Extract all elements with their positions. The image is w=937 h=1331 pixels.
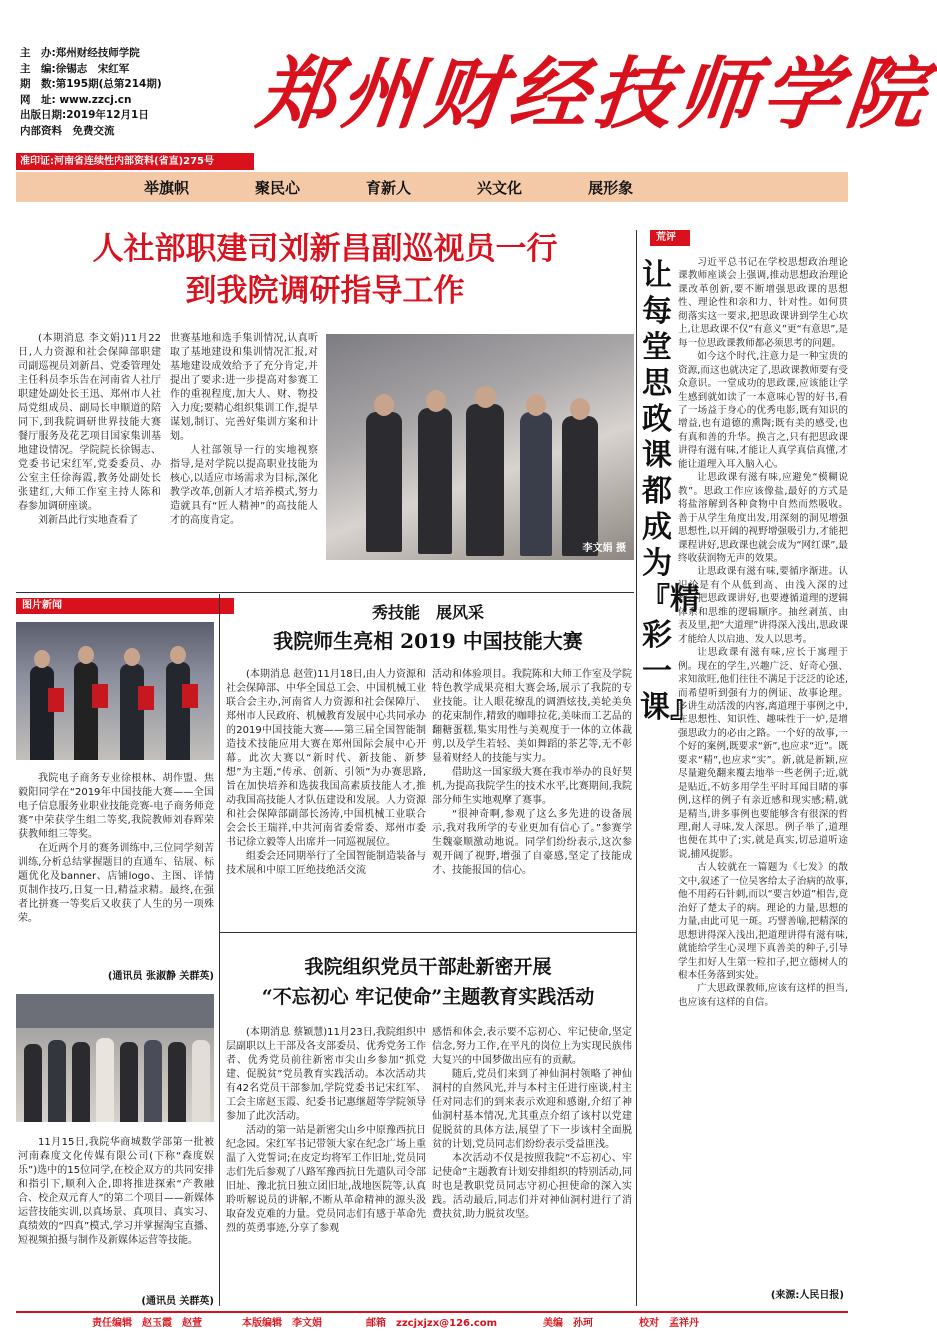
skills-col2-p2: 借助这一国家级大赛在我市举办的良好契机,为提高我院学生的技术水平,比赛期间,我院部分师生实地观摩了赛事。 [432,767,632,806]
footer-editor: 责任编辑 赵玉霞 赵萱 [92,1318,202,1329]
skills-col2-p3: “很神奇啊,参观了这么多先进的设备展示,我对我所学的专业更加有信心了。”参赛学生魏豪顺激动地说。同学们纷纷表示,这次参观开阔了视野,增强了自豪感,坚定了技能成才、技能报国的信心。 [432,809,632,876]
party-headline [226,952,630,1012]
footer-email: 邮箱 zzcjxjzx@126.com [366,1318,498,1329]
lead-headline-line1: 人社部职建司刘新昌副巡视员一行 [92,231,558,267]
party-headline-line2: “不忘初心 牢记使命”主题教育实践活动 [261,986,595,1008]
party-col2-p1: 感悟和体会,表示要不忘初心、牢记使命,坚定信念,努力工作,在平凡的岗位上为实现民族伟大复兴的中国梦做出应有的贡献。 [432,1027,632,1066]
permit-bar: 准印证:河南省连续性内部资料(省直)275号 [16,153,254,170]
skills-headline: 我院师生亮相 2019 中国技能大赛 [273,629,583,653]
lead-col1 [18,332,161,590]
newspaper-title: 郑州财经技师学院 [253,49,935,140]
lead-photo-credit: 李文娟 摄 [582,543,626,554]
masthead-info [20,46,255,139]
photo-news-credit-1: (通讯员 张淑静 关群英) [107,971,214,982]
photo-news-divider [219,594,220,1306]
footer-art-editor: 美编 孙珂 [543,1318,594,1329]
nav-item-culture: 兴文化 [477,178,523,197]
photo-news-credit-2: (通讯员 关群英) [141,1296,214,1307]
commentary-p2: 如今这个时代,注意力是一种宝贵的资源,而这也就决定了,思政课教师要有受众意识。一堂成功的思政课,应该能让学生感到就如读了一本意味心智的好书,看了一场益于身心的优秀电影,既有知识的增益,也有道德的熏陶;既有美的感受,也有真和善的升华。换言之,只有把思政课讲得有滋有味,才能让人真学真信真懂,才能让道理入耳入脑入心。 [678,351,848,470]
lead-col2 [170,332,318,590]
lead-photo [326,334,634,560]
photo-news-1-p2: 在近两个月的赛务训练中,三位同学刻苦训练,分析总结掌握题目的直通车、钻展、标题优化及banner、店铺logo、主图、详情页制作技巧,日复一日,精益求精。最终,在强者比拼赛一等奖后又收获了人生的另一项殊荣。 [18,843,214,924]
lead-divider [16,592,634,593]
lead-col1-p2: 刘新昌此行实地查看了 [38,515,138,526]
photo-news-image-1 [16,622,214,760]
skills-col2-p1: 活动和体验项目。我院陈和大师工作室及学院特色教学成果亮相大赛会场,展示了我院的专业技能。让人眼花缭乱的调酒炫技,美轮美奂的花束制作,精致的咖啡拉花,美味而工艺品的翻糖蛋糕,集实用性与美观度于一体的立体裁剪,以及学生若轻、美如舞蹈的茶艺等,无不彰显着财经人的技能与实力。 [432,669,632,764]
info-issue: 期 数:第195期(总第214期) [20,78,162,90]
commentary-p5: 让思政课有滋有味,应长于寓理于例。现在的学生,兴趣广泛、好奇心强、求知欲旺,他们往往不满足于泛泛的论述,而希望听到强有力的例证、故事论理。多讲生动活泼的内容,离道理于事例之中,在思想性、知识性、趣味性于一炉,是增强思政力的必由之路。一个好的故事,一个好的案例,既要求“新”,也应求“近”。既要求“精”,也应求“实”。新,就是新颖,应尽量避免翻来覆去地举一些老例子;近,就是贴近,不妨多用学生平时耳闻目睹的事例,这样的例子有亲近感和现实感;精,就是精当,讲多事例也要能够含有很深的哲理,耐人寻味,发人深思。例子举了,道理也便在其中了;实,就是真实,切忌道听途说,捕风捉影。 [678,647,848,860]
photo-news-text-2 [18,1136,214,1248]
column-divider [636,230,637,1306]
nav-item-people: 聚民心 [255,178,301,197]
commentary-body [678,256,848,1009]
skills-col1 [226,668,426,922]
nav-item-education: 育新人 [366,178,412,197]
commentary-p6: 古人较就在一篇题为《七发》的散文中,叙述了一位吴客给太子治病的故事,他不用药石针刺,而以“要言妙道”相告,竟治好了楚太子的病。理论的力量,思想的力量,由此可见一斑。巧譬善喻,把精深的思想讲得深入浅出,把道理讲得有滋有味,就能给学生心灵埋下真善美的种子,引导学生扣好人生第一粒扣子,把立德树人的根本任务落到实处。 [678,862,848,982]
party-col1 [226,1026,426,1308]
commentary-title: 让每堂思政课都成为『精彩一课』 [640,258,700,725]
footer-rule [16,1311,848,1313]
footer-layout-editor: 本版编辑 李文娟 [242,1318,322,1329]
skills-col2 [432,668,632,922]
skills-kicker: 秀技能 展风采 [371,603,484,622]
lead-col2-p1: 世赛基地和选手集训情况,认真听取了基地建设和集训情况汇报,对基地建设成效给予了充分肯定,并提出了要求:进一步提高对参赛工作的重视程度,加大人、财、物投入力度;要精心组织集训工作,提早谋划,制订、完善好集训方案和计划。 [170,333,318,442]
photo-news-1-p1: 我院电子商务专业徐根林、胡作盟、焦毅阳同学在“2019年中国技能大赛——全国电子信息服务业职业技能竞赛-电子商务师竞赛”中荣获学生组二等奖,我院教师刘春辉荣获教师组三等奖。 [18,773,214,840]
photo-news-text-1 [18,772,214,926]
commentary-p7: 广大思政课教师,应该有这样的担当,也应该有这样的自信。 [678,983,848,1008]
photo-news-label: 图片新闻 [16,598,234,614]
photo-news-2-p1: 11月15日,我院华商城数学部第一批被河南森度文化传媒有限公司(下称“森度娱乐”)选中的15位同学,在校企双方的共同安排和指引下,顺利入企,即将推进探索“产教融合、校企双元育人”的第二个项目——新媒体运营技能实训,以真场景、真项目、真实习、真绩效的“四真”模式,学习并掌握淘宝直播、短视频拍摄与制作及新媒体运营等技能。 [18,1137,214,1246]
party-col1-p2: 活动的第一站是新密尖山乡中原豫西抗日纪念园。宋红军书记带领大家在纪念广场上重温了入党誓词;在皮定均将军工作旧址,党员同志们先后参观了八路军豫西抗日先遣队司令部旧址、豫北抗日独立团旧址,战地医院等,认真聆听解说员的讲解,不断从革命精神的源头汲取奋发克难的力量。党员同志们有感于革命先烈的英勇事迹,分享了参观 [226,1125,426,1234]
skills-col1-p1: (本期消息 赵萱)11月18日,由人力资源和社会保障部、中华全国总工会、中国机械工业联合会主办,河南省人力资源和社会保障厅、郑州市人民政府、机械教育发展中心共同承办的2019中国技能大赛——第三届全国智能制造技术技能应用大赛在郑州国际会展中心开幕。此次大赛以“新时代、新技能、新梦想”为主题,“传承、创新、引领”为办赛思路,旨在加快培养和选拔我国高素质技能人才,推动我国高技能人才队伍建设和发展。人力资源和社会保障部副部长汤涛,中国机械工业联合会会长王瑞祥,中共河南省委常委、郑州市委书记徐立毅等人出席并一同巡视展位。 [226,669,426,848]
lead-col1-p1: (本期消息 李文娟)11月22日,人力资源和社会保障部职建司副巡视员刘新昌、党委管理处主任科员李乐告在河南省人社厅职建处副处长王迅、郑州市人社局党组成员、副局长申顺道的陪同下,到我院调研世界技能大赛餐厅服务及花艺项目国家集训基地建设情况。学院院长徐锡志、党委书记宋红军,党委委员、办公室主任徐海霞,教务处副处长张建红,大师工作室主持人陈和春参加调研座谈。 [18,333,161,512]
info-note: 内部资料 免费交流 [20,124,115,137]
commentary-p1: 习近平总书记在学校思想政治理论课教师座谈会上强调,推动思想政治理论课改革创新,要不断增强思政课的思想性、理论性和亲和力、针对性。如何贯彻落实这一要求,把思政课讲到学生心坎上,让思政课不仅“有意义”更“有意思”,是每一位思政课教师都必须思考的问题。 [678,257,848,349]
commentary-label: 荒评 [650,230,690,246]
party-col2-p3: 本次活动不仅是按照我院“不忘初心、牢记使命”主题教育计划安排组织的特别活动,同时也是教职党员同志守初心担使命的深入实践。活动最后,同志们并对神仙洞村进行了消费扶贫,助力脱贫攻坚。 [432,1153,632,1220]
photo-news-image-2 [16,994,214,1122]
nav-item-image: 展形象 [588,178,634,197]
info-website: 网 址: www.zzcj.cn [20,93,132,106]
lead-headline [30,228,620,312]
nav-item-banner: 举旗帜 [144,178,190,197]
party-col1-p1: (本期消息 蔡颖慧)11月23日,我院组织中层副职以上干部及各支部委员、优秀党务工作者、优秀党员前往新密市尖山乡参加“抓党建、促脱贫”党员教育实践活动。本次活动共有42名党员干部参加,学院党委书记宋红军、工会主席赵玉霞、纪委书记惠继超等学院领导参加了此次活动。 [226,1027,426,1122]
commentary-p3: 让思政课有滋有味,应避免“模糊说教”。思政工作应该像盐,最好的方式是将盐溶解到各种食物中自然而然吸收。善于从学生角度出发,用深刻的洞见增强思想性,以开阔的视野增强吸引力,才能把课程讲好,思政课也就会成为“网红课”,最终收获润物无声的效果。 [678,472,848,564]
lead-col2-p2: 人社部领导一行的实地视察指导,是对学院以提高职业技能为核心,以适应市场需求为目标,深化教学改革,创新人才培养模式,努力造就具有“匠人精神”的高技能人才的高度肯定。 [170,445,318,526]
footer-proofreader: 校对 孟祥丹 [639,1318,700,1329]
info-publisher: 主 办:郑州财经技师学院 [20,47,140,59]
party-col2-p2: 随后,党员们来到了神仙洞村领略了神仙洞村的自然风光,并与本村主任进行座谈,村主任对同志们的到来表示欢迎和感谢,介绍了神仙洞村基本情况,尤其重点介绍了该村以党建促脱贫的具体方法,展望了下一步该村全面脱贫的计划,党员同志们纷纷表示受益匪浅。 [432,1069,632,1150]
party-headline-line1: 我院组织党员干部赴新密开展 [304,956,552,978]
skills-col1-p2: 组委会还同期举行了全国智能制造装备与技术展和中原工匠绝技绝活交流 [226,851,426,876]
commentary-source: (来源:人民日报) [770,1290,844,1301]
skills-divider [220,932,636,933]
party-col2 [432,1026,632,1308]
footer-credits [16,1316,848,1331]
info-date: 出版日期:2019年12月1日 [20,109,149,121]
info-editor: 主 编:徐锡志 宋红军 [20,62,130,75]
section-nav [16,172,848,202]
commentary-p4: 让思政课有滋有味,要循序渐进。认识论是有个从低到高、由浅入深的过程。把思政课讲好,也要遵循道理的逻辑体系和思维的逻辑顺序。抽丝剥茧、由表及里,把“大道理”讲得深入浅出,思政课才能给人以启迪、发人以思考。 [678,566,848,645]
lead-headline-line2: 到我院调研指导工作 [185,273,465,309]
